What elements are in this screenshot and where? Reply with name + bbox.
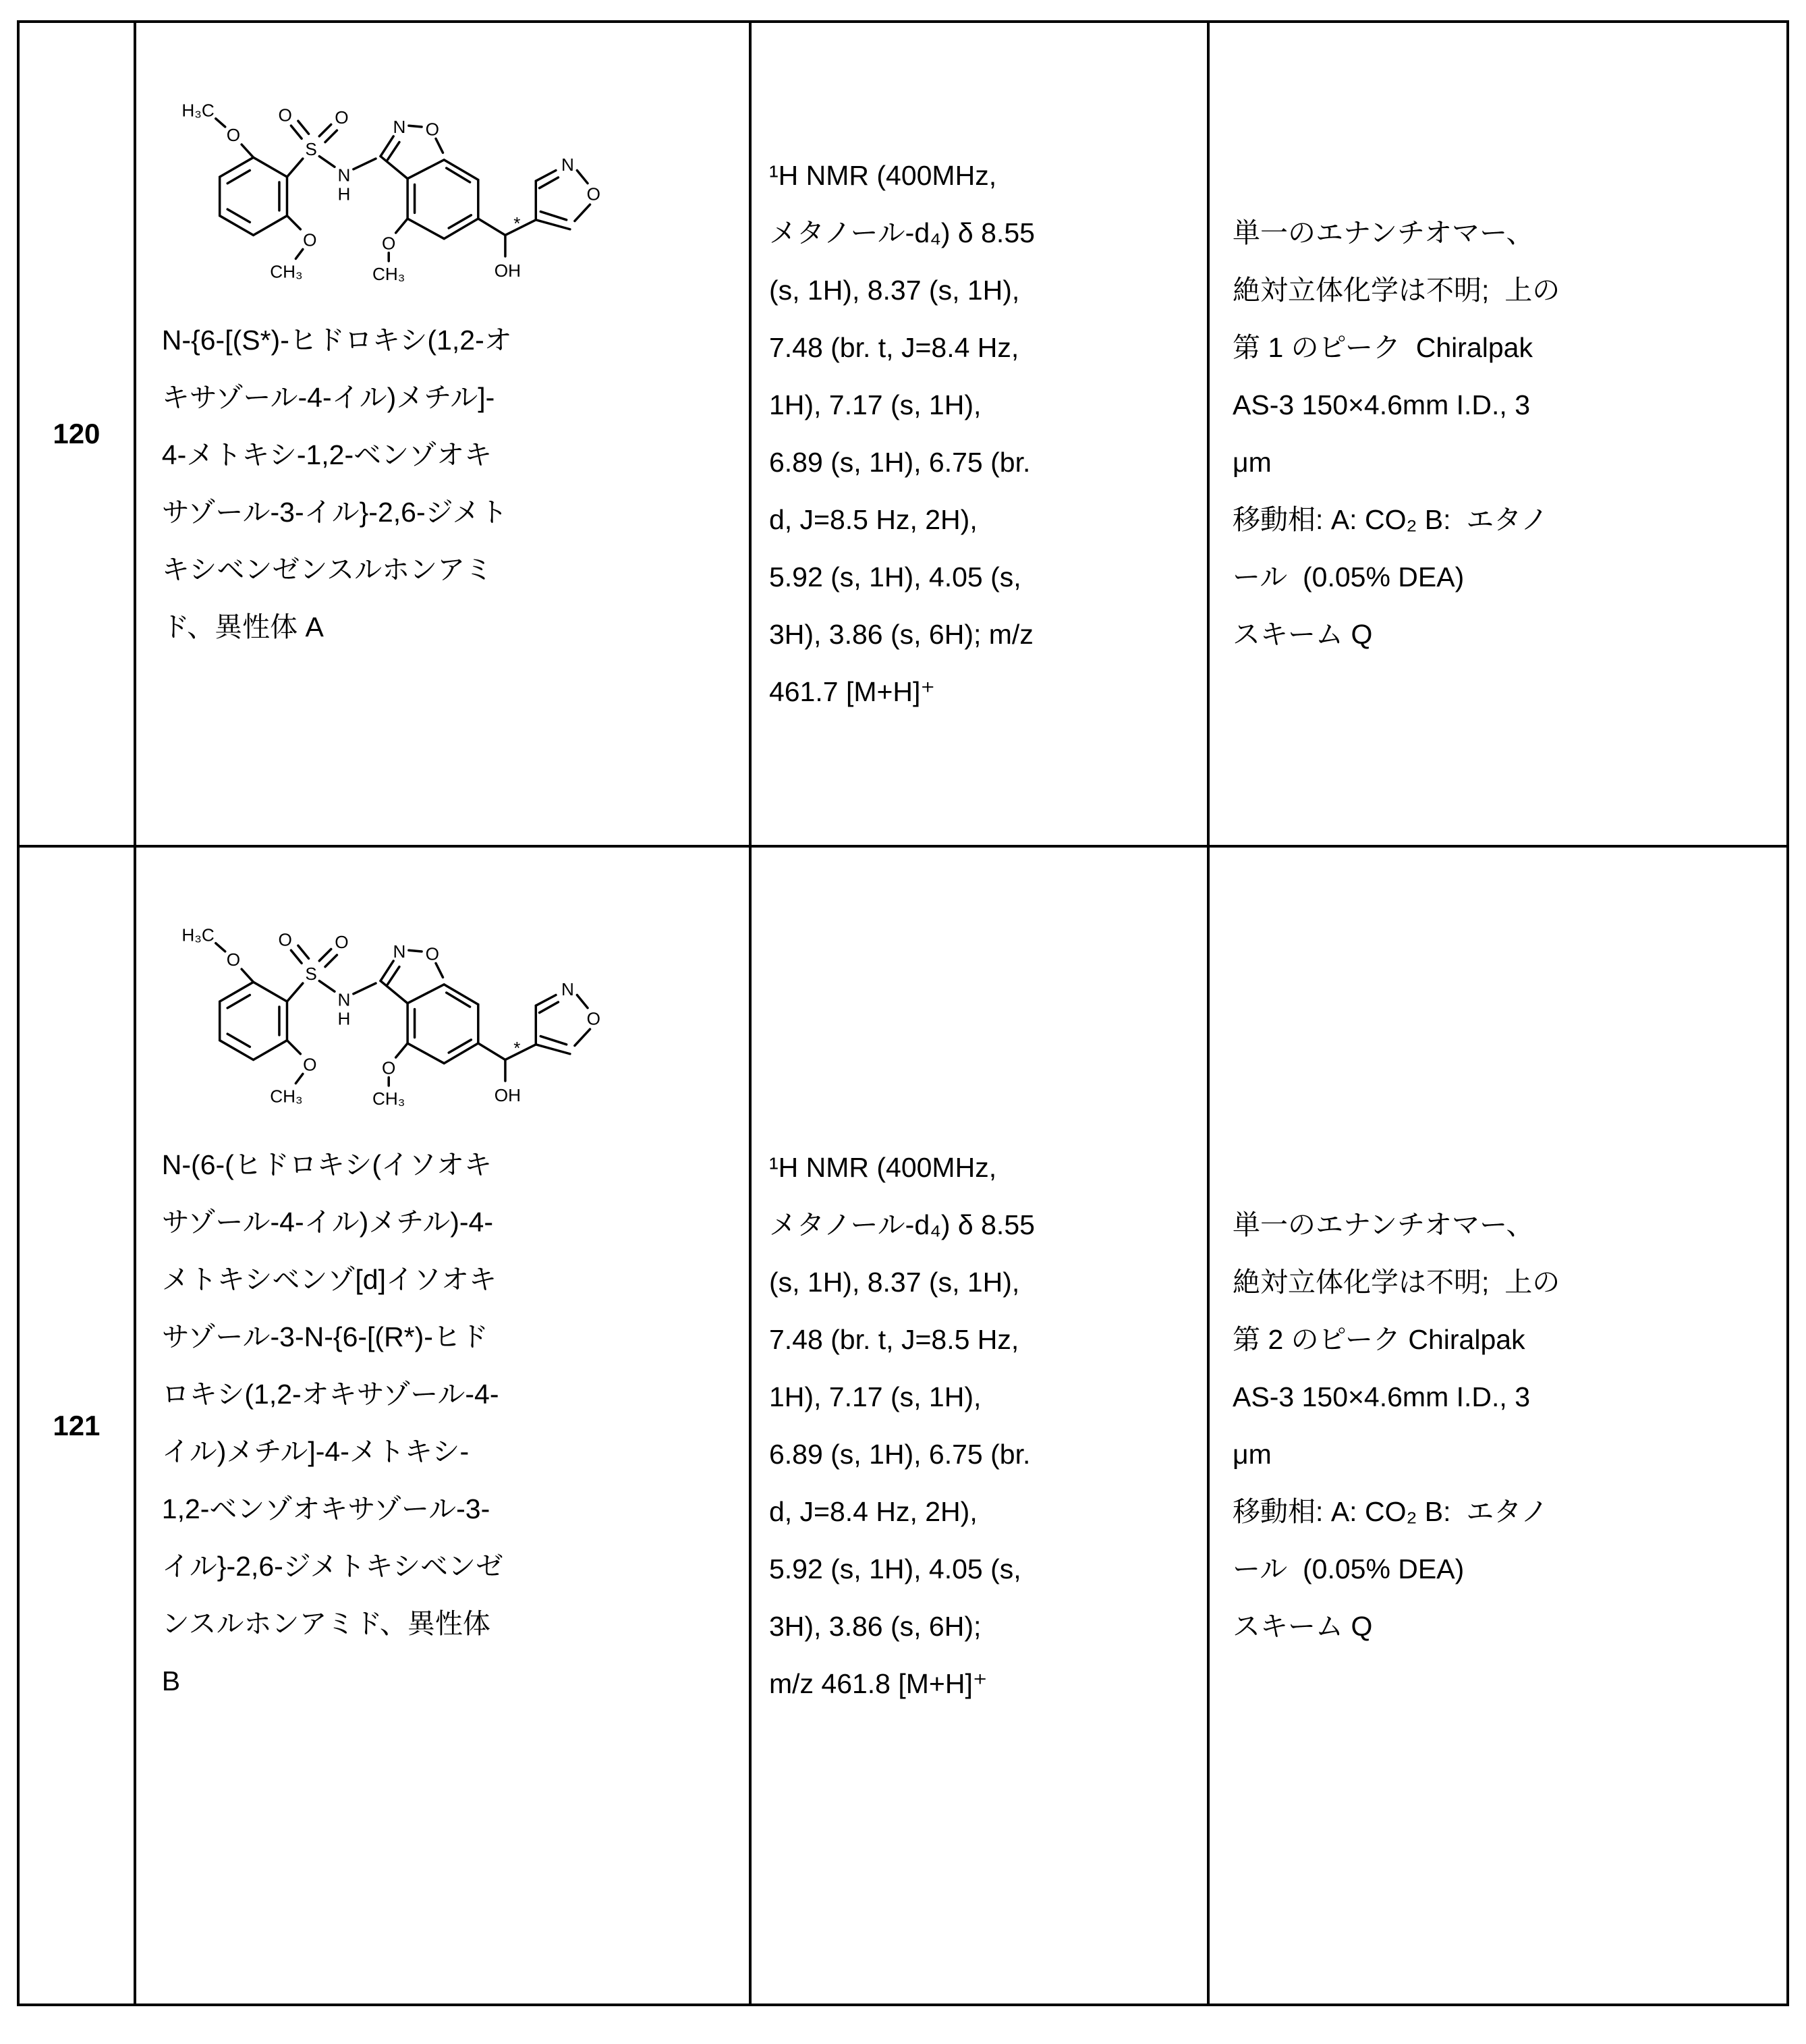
molecule-structure <box>159 43 712 302</box>
nmr-data: ¹H NMR (400MHz, メタノール-d₄) δ 8.55 (s, 1H), 8.37 (s, 1H), 7.48 (br. t, J=8.4 Hz, 1H), 7.17 (s, 1H), 6.89 (s, 1H), 6.75 (br. d, J=8.5 Hz, 2H), 5.92 (s, 1H), 4.05 (s, 3H), 3.86 (s, 6H); m/z 461.7 [M+H]⁺ <box>768 160 1035 707</box>
compound-number-cell <box>18 22 135 846</box>
chiral-info: 単一のエナンチオマー、 絶対立体化学は不明; 上の 第 1 のピーク Chiralpak AS-3 150×4.6mm I.D., 3 μm 移動相: A: CO₂ B: エタノ ール (0.05% DEA) スキーム Q <box>1233 217 1560 650</box>
compound-name: N-(6-(ヒドロキシ(イソオキ サゾール-4-イル)メチル)-4- メトキシベンゾ[d]イソオキ サゾール-3-N-{6-[(R*)-ヒド ロキシ(1,2-オキサゾール-4- イル)メチル]-4-メトキシ- 1,2-ベンゾオキサゾール-3- イル}-2,6-ジメトキシベンゼ ンスルホンアミド、異性体 B <box>161 1149 504 1696</box>
chiral-cell <box>1208 846 1788 2005</box>
compound-number: 121 <box>53 1409 101 1441</box>
compound-number: 120 <box>53 418 101 449</box>
chiral-info: 単一のエナンチオマー、 絶対立体化学は不明; 上の 第 2 のピーク Chiralpak AS-3 150×4.6mm I.D., 3 μm 移動相: A: CO₂ B: エタノ ール (0.05% DEA) スキーム Q <box>1233 1209 1560 1642</box>
compound-name: N-{6-[(S*)-ヒドロキシ(1,2-オ キサゾール-4-イル)メチル]- 4-メトキシ-1,2-ベンゾオキ サゾール-3-イル}-2,6-ジメト キシベンゼンスルホンアミ ド、異性体 A <box>161 325 512 642</box>
table-row <box>18 22 1788 846</box>
structure-cell <box>135 22 750 846</box>
nmr-cell <box>750 846 1208 2005</box>
nmr-data: ¹H NMR (400MHz, メタノール-d₄) δ 8.55 (s, 1H), 8.37 (s, 1H), 7.48 (br. t, J=8.5 Hz, 1H), 7.17 (s, 1H), 6.89 (s, 1H), 6.75 (br. d, J=8.4 Hz, 2H), 5.92 (s, 1H), 4.05 (s, 3H), 3.86 (s, 6H); m/z 461.8 [M+H]⁺ <box>768 1151 1035 1699</box>
chiral-cell <box>1208 22 1788 846</box>
compound-number-cell <box>18 846 135 2005</box>
nmr-cell <box>750 22 1208 846</box>
compound-table <box>17 20 1789 2006</box>
structure-cell <box>135 846 750 2005</box>
molecule-structure <box>159 868 712 1127</box>
table-row <box>18 846 1788 2005</box>
